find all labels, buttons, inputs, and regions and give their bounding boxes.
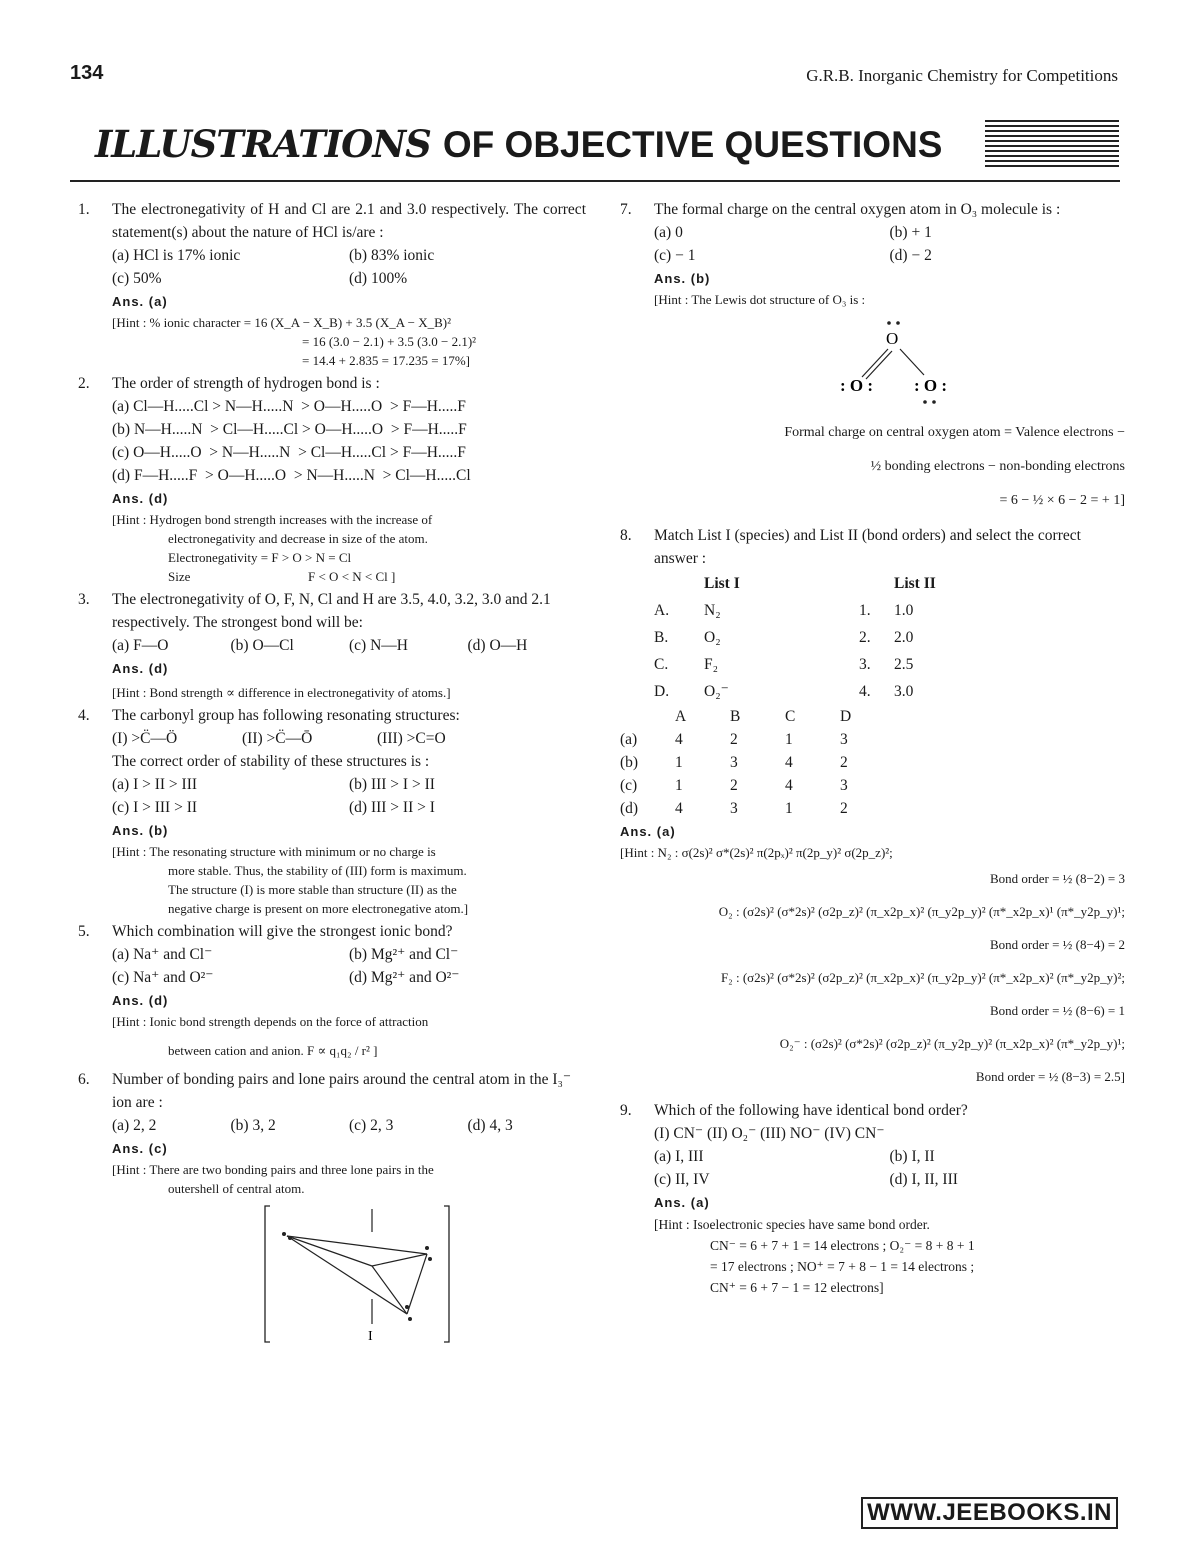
option-d: (d) 4, 3	[467, 1117, 513, 1134]
matrix-cell: 4	[675, 731, 683, 748]
hint-line: Bond order = ½ (8−4) = 2	[989, 937, 1125, 952]
matrix-cell: (b)	[620, 754, 639, 771]
options	[654, 221, 1125, 267]
question-number: 1.	[78, 201, 90, 218]
question-text: The carbonyl group has following resonating structures:	[112, 707, 460, 724]
matrix-cell: 1	[675, 754, 683, 771]
matrix-cell: 3	[730, 754, 738, 771]
option-d: (d) − 2	[889, 247, 932, 264]
formal-charge-calc	[654, 416, 1125, 518]
question-text: Which combination will give the strongest ionic bond?	[112, 923, 453, 940]
options	[112, 943, 586, 989]
option-d: (d) III > II > I	[349, 799, 435, 816]
option-b: (b) Mg²⁺ and Cl⁻	[349, 946, 459, 963]
central-oxygen: O	[886, 329, 899, 348]
hint-line: CN⁻ = 6 + 7 + 1 = 14 electrons ; O₂⁻ = 8 + 8 + 1	[710, 1238, 975, 1253]
answer: Ans. (d)	[112, 491, 169, 506]
list-species: N₂	[704, 602, 721, 619]
list-num: 2.	[859, 629, 871, 646]
list1-header: List I	[704, 575, 740, 592]
matrix-cell: 4	[675, 800, 683, 817]
question-text: The correct order of stability of these structures is :	[112, 753, 430, 770]
hint-line: outershell of central atom.	[168, 1181, 305, 1196]
list-value: 2.5	[894, 656, 914, 673]
option-c: (c) II, IV	[654, 1171, 710, 1188]
hint-line: The structure (I) is more stable than structure (II) as the	[168, 882, 457, 897]
hint-line: = 14.4 + 2.835 = 17.235 = 17%]	[302, 353, 470, 368]
matrix-cell: B	[730, 708, 741, 725]
left-column	[78, 198, 586, 1353]
list-num: 1.	[859, 602, 871, 619]
hint-label: Size	[168, 569, 191, 584]
answer-matrix	[620, 705, 895, 820]
hint: [Hint : The Lewis dot structure of O₃ is :	[654, 292, 866, 307]
hint-line: = 17 electrons ; NO⁺ = 7 + 8 − 1 = 14 electrons ;	[710, 1259, 975, 1274]
question-text: The electronegativity of H and Cl are 2.1 and 3.0 respectively. The correct statement(s) about the nature of HCl is/are :	[112, 201, 586, 241]
question-number: 5.	[78, 923, 90, 940]
option-b: (b) O—Cl	[230, 637, 294, 654]
hint	[112, 1160, 586, 1198]
hint-line: O₂⁻ : (σ2s)² (σ*2s)² (σ2p_z)² (π_y2p_y)² (π_x2p_x)² (π*_y2p_y)¹;	[779, 1036, 1125, 1051]
matrix-cell: 4	[785, 754, 793, 771]
matrix-cell: 2	[730, 777, 738, 794]
option-b: (b) 83% ionic	[349, 247, 435, 264]
hint-line: F₂ : (σ2s)² (σ*2s)² (σ2p_z)² (π_x2p_x)² (π_y2p_y)² (π*_x2p_x)² (π*_y2p_y)²;	[720, 970, 1125, 985]
option-b: (b) I, II	[889, 1148, 935, 1165]
list-value: 1.0	[894, 602, 914, 619]
matrix-cell: 2	[840, 800, 848, 817]
hint-line: Electronegativity = F > O > N = Cl	[168, 550, 352, 565]
question-4	[78, 704, 586, 918]
options	[112, 634, 586, 657]
answer: Ans. (b)	[654, 271, 711, 286]
triiodide-structure-diagram	[262, 1204, 462, 1344]
left-oxygen: : O :	[840, 376, 874, 395]
hint-line: CN⁺ = 6 + 7 − 1 = 12 electrons]	[710, 1280, 884, 1295]
question-6	[78, 1068, 586, 1351]
structures	[112, 727, 586, 750]
option-a: (a) I > II > III	[112, 776, 198, 793]
hint	[654, 1214, 1125, 1298]
structure-3: (III) >C=O	[377, 730, 446, 747]
right-oxygen: : O :	[914, 376, 948, 395]
list-num: 3.	[859, 656, 871, 673]
options	[112, 244, 586, 290]
right-column	[620, 198, 1125, 1300]
list-key: B.	[654, 629, 669, 646]
answer: Ans. (a)	[654, 1195, 710, 1210]
hint-line: electronegativity and decrease in size of the atom.	[168, 531, 428, 546]
options	[654, 1145, 1125, 1191]
list-value: 3.0	[894, 683, 914, 700]
question-1	[78, 198, 586, 370]
option-c: (c) N—H	[349, 637, 408, 654]
question-5	[78, 920, 586, 1060]
option-a: (a) 2, 2	[112, 1117, 157, 1134]
answer: Ans. (c)	[112, 1141, 168, 1156]
matrix-cell: 3	[730, 800, 738, 817]
matrix-cell: A	[675, 708, 687, 725]
hint-line: = 16 (3.0 − 2.1) + 3.5 (3.0 − 2.1)²	[302, 334, 477, 349]
list-species: O₂	[704, 629, 721, 646]
hint-line: negative charge is present on more electronegative atom.]	[168, 901, 469, 916]
iodine-label: I	[368, 1329, 373, 1344]
hint-line: [Hint : Ionic bond strength depends on the force of attraction	[112, 1014, 429, 1029]
matrix-cell: (d)	[620, 800, 639, 817]
list-species: O₂⁻	[704, 683, 729, 700]
list-num: 4.	[859, 683, 871, 700]
matrix-cell: 4	[785, 777, 793, 794]
title-part1: ILLUSTRATIONS	[95, 122, 431, 166]
option-b: (b) 3, 2	[230, 1117, 276, 1134]
question-text: The electronegativity of O, F, N, Cl and H are 3.5, 4.0, 3.2, 3.0 and 2.1 respectively. The strongest bond will be:	[112, 591, 551, 631]
option-a: (a) HCl is 17% ionic	[112, 247, 241, 264]
matrix-cell: 2	[730, 731, 738, 748]
option-b: (b) N—H.....N > Cl—H.....Cl > O—H.....O > F—H.....F	[112, 421, 467, 438]
hint	[112, 842, 586, 918]
list-key: C.	[654, 656, 669, 673]
option-c: (c) I > III > II	[112, 799, 198, 816]
option-d: (d) I, II, III	[889, 1171, 958, 1188]
question-9	[620, 1099, 1125, 1298]
option-c: (c) O—H.....O > N—H.....N > Cl—H.....Cl > F—H.....F	[112, 444, 466, 461]
hint-line: O₂ : (σ2s)² (σ*2s)² (σ2p_z)² (π_x2p_x)² (π_y2p_y)² (π*_x2p_x)¹ (π*_y2p_y)¹;	[718, 904, 1125, 919]
question-number: 7.	[620, 201, 632, 218]
hint	[112, 313, 586, 370]
hint-line: Bond order = ½ (8−2) = 3	[989, 871, 1125, 886]
match-lists	[654, 570, 936, 705]
option-c: (c) Na⁺ and O²⁻	[112, 969, 214, 986]
question-number: 9.	[620, 1102, 632, 1119]
list2-header: List II	[894, 575, 936, 592]
list-key: A.	[654, 602, 670, 619]
question-text: The order of strength of hydrogen bond is :	[112, 375, 380, 392]
hint-line: more stable. Thus, the stability of (III) form is maximum.	[168, 863, 467, 878]
matrix-cell: 1	[785, 731, 793, 748]
hint-line: [Hint : % ionic character = 16 (X_A − X_B) + 3.5 (X_A − X_B)²	[112, 315, 452, 330]
question-7	[620, 198, 1125, 518]
option-d: (d) Mg²⁺ and O²⁻	[349, 969, 460, 986]
answer: Ans. (a)	[620, 824, 676, 839]
option-a: (a) 0	[654, 224, 683, 241]
calc-line: ½ bonding electrons − non-bonding electrons	[870, 459, 1125, 474]
ozone-lewis-structure	[814, 309, 974, 409]
structure-1: (I) >C̈—Ö	[112, 730, 178, 747]
hint	[112, 1012, 586, 1060]
answer: Ans. (a)	[112, 294, 168, 309]
list-value: 2.0	[894, 629, 914, 646]
option-c: (c) 2, 3	[349, 1117, 394, 1134]
question-text: Match List I (species) and List II (bond orders) and select the correct answer :	[654, 527, 1081, 567]
hint-line: [Hint : The resonating structure with minimum or no charge is	[112, 844, 436, 859]
page-number: 134	[70, 62, 104, 84]
matrix-cell	[620, 705, 675, 728]
matrix-cell: (c)	[620, 777, 638, 794]
hint-line	[112, 567, 586, 586]
divider	[70, 180, 1120, 182]
calc-line: = 6 − ½ × 6 − 2 = + 1]	[999, 493, 1125, 508]
option-a: (a) Cl—H.....Cl > N—H.....N > O—H.....O > F—H.....F	[112, 398, 466, 415]
hint-line: [Hint : N₂ : σ(2s)² σ*(2s)² π(2pₓ)² π(2p_y)² σ(2p_z)²;	[620, 845, 893, 860]
hint-value: F < O < N < Cl ]	[308, 569, 396, 584]
options	[112, 1114, 586, 1137]
question-text: The formal charge on the central oxygen atom in O₃ molecule is :	[654, 201, 1061, 218]
question-number: 2.	[78, 375, 90, 392]
hint-line: [Hint : There are two bonding pairs and three lone pairs in the	[112, 1162, 434, 1177]
matrix-cell: 3	[840, 731, 848, 748]
question-number: 3.	[78, 591, 90, 608]
title-decoration	[985, 120, 1119, 170]
hint	[112, 510, 586, 586]
title-part2: OF OBJECTIVE QUESTIONS	[442, 124, 943, 165]
option-c: (c) − 1	[654, 247, 696, 264]
list-key: D.	[654, 683, 670, 700]
hint-line: between cation and anion. F ∝ q₁q₂ / r² ]	[168, 1043, 378, 1058]
hint-line: [Hint : Hydrogen bond strength increases with the increase of	[112, 512, 433, 527]
question-number: 6.	[78, 1071, 90, 1088]
question-3	[78, 588, 586, 702]
hint	[620, 843, 1125, 1093]
matrix-cell: 2	[840, 754, 848, 771]
option-a: (a) I, III	[654, 1148, 704, 1165]
hint: [Hint : Bond strength ∝ difference in electronegativity of atoms.]	[112, 685, 451, 700]
footer-watermark: WWW.JEEBOOKS.IN	[861, 1497, 1118, 1529]
option-d: (d) F—H.....F > O—H.....O > N—H.....N > Cl—H.....Cl	[112, 467, 471, 484]
question-number: 4.	[78, 707, 90, 724]
matrix-cell: (a)	[620, 731, 638, 748]
question-8	[620, 524, 1125, 1093]
matrix-cell: C	[785, 708, 796, 725]
option-a: (a) Na⁺ and Cl⁻	[112, 946, 213, 963]
calc-line: Formal charge on central oxygen atom = Valence electrons −	[784, 425, 1125, 440]
option-d: (d) 100%	[349, 270, 408, 287]
option-c: (c) 50%	[112, 270, 162, 287]
question-2	[78, 372, 586, 586]
question-number: 8.	[620, 527, 632, 544]
matrix-cell: 3	[840, 777, 848, 794]
answer: Ans. (d)	[112, 661, 169, 676]
answer: Ans. (b)	[112, 823, 169, 838]
hint-line: Bond order = ½ (8−3) = 2.5]	[975, 1069, 1125, 1084]
structure-2: (II) >C̈—Ō	[242, 730, 313, 747]
running-title: G.R.B. Inorganic Chemistry for Competitions	[806, 66, 1118, 85]
matrix-cell: 1	[675, 777, 683, 794]
list-species: F₂	[704, 656, 719, 673]
options	[112, 773, 586, 819]
option-b: (b) + 1	[889, 224, 932, 241]
option-d: (d) O—H	[467, 637, 528, 654]
option-b: (b) III > I > II	[349, 776, 435, 793]
hint-line: [Hint : Isoelectronic species have same bond order.	[654, 1217, 930, 1232]
question-text: Which of the following have identical bond order?	[654, 1102, 968, 1119]
matrix-cell: D	[840, 708, 852, 725]
hint-line: Bond order = ½ (8−6) = 1	[989, 1003, 1125, 1018]
page-title	[95, 122, 942, 166]
answer: Ans. (d)	[112, 993, 169, 1008]
species-list: (I) CN⁻ (II) O₂⁻ (III) NO⁻ (IV) CN⁻	[654, 1125, 885, 1142]
matrix-cell: 1	[785, 800, 793, 817]
option-a: (a) F—O	[112, 637, 169, 654]
question-text: Number of bonding pairs and lone pairs around the central atom in the I₃⁻ ion are :	[112, 1071, 572, 1111]
